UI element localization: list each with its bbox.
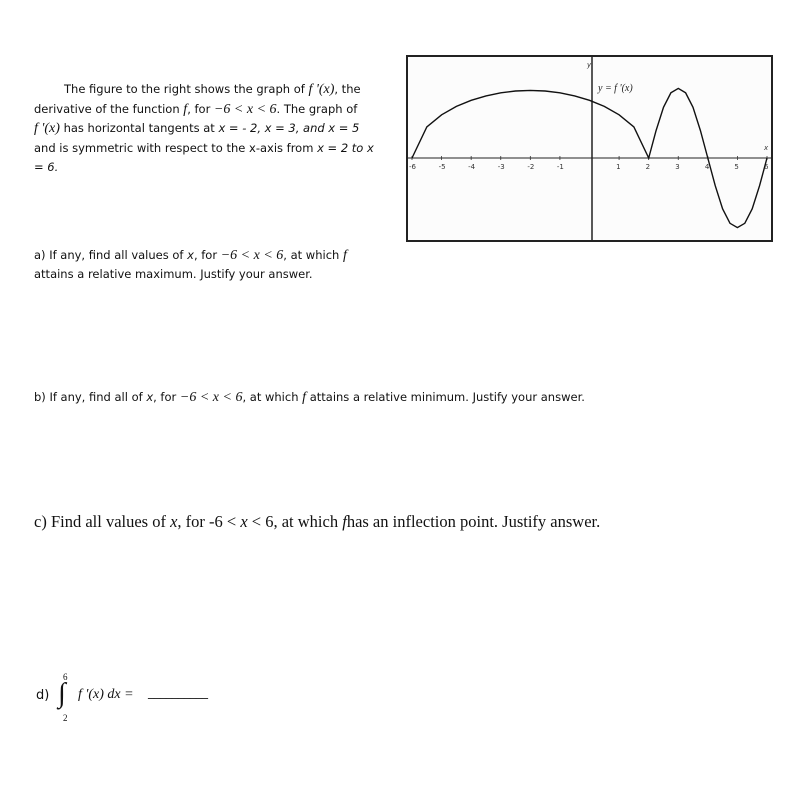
integral-lower-limit: 2 <box>63 713 68 723</box>
tick-label: -2 <box>527 163 535 171</box>
fprime-symbol: f '(x) <box>308 82 335 97</box>
intro-text-6: and is symmetric with respect to the x-axis from <box>34 140 314 155</box>
tick-label: -5 <box>438 163 446 171</box>
symmetry-range: x = 2 to x = 6. <box>34 140 374 174</box>
graph-background <box>408 57 771 240</box>
tick-label: 4 <box>704 163 710 171</box>
question-b-text-4: attains a relative minimum. Justify your answer. <box>309 390 585 404</box>
intro-text-1: The figure to the right shows the graph of <box>64 82 305 96</box>
intro-text-4: . The graph of <box>276 101 358 116</box>
question-c <box>34 512 600 532</box>
x-symbol: x <box>146 390 154 404</box>
tick-label: -3 <box>497 163 505 171</box>
question-b-text-3: , at which <box>242 390 299 404</box>
curve-label: y = f '(x) <box>598 83 633 94</box>
x-symbol: x <box>170 512 178 531</box>
question-d <box>36 672 276 732</box>
f-symbol: f <box>342 248 347 263</box>
tick-label: -4 <box>468 163 476 171</box>
question-c-text-2: , for -6 < <box>177 512 237 531</box>
tick-label: 3 <box>675 163 680 171</box>
f-symbol: f <box>302 390 307 405</box>
intro-text-5: has horizontal tangents at <box>63 121 215 135</box>
f-symbol: f <box>183 101 188 117</box>
tick-label: -6 <box>409 163 416 171</box>
integral-sign-icon: ∫ <box>58 678 66 709</box>
question-a-text: a) If any, find all values of <box>34 248 184 262</box>
tick-label: -1 <box>556 163 564 171</box>
question-c-text: c) Find all values of <box>34 512 166 531</box>
x-symbol: x <box>187 248 194 262</box>
graph-canvas <box>408 57 771 240</box>
f-symbol: f <box>342 512 347 531</box>
interval: −6 < x < 6 <box>213 101 277 117</box>
x-symbol: x <box>240 512 248 531</box>
intro-text-3: , for <box>187 101 211 116</box>
interval: −6 < x < 6 <box>179 390 243 405</box>
tick-label: 1 <box>616 163 621 171</box>
question-b <box>34 388 634 407</box>
y-axis-label: y <box>587 61 592 69</box>
question-a-text-3: , at which <box>283 248 340 262</box>
question-d-label: d) <box>36 688 50 703</box>
question-a-text-2: , for <box>193 248 218 262</box>
tick-label: 5 <box>734 163 739 171</box>
tick-label: 6 <box>764 163 769 171</box>
integral-upper-limit: 6 <box>63 672 68 682</box>
question-a <box>34 246 379 283</box>
question-b-text: b) If any, find all of <box>34 390 143 404</box>
question-a-text-4: attains a relative maximum. Justify your answer. <box>34 267 313 281</box>
tangent-points: x = - 2, x = 3, and x = 5 <box>218 121 360 135</box>
question-b-text-2: , for <box>153 390 177 404</box>
answer-blank[interactable]: __________ <box>148 685 208 699</box>
interval: −6 < x < 6 <box>220 248 284 263</box>
derivative-graph <box>406 55 773 242</box>
fprime-symbol: f '(x) <box>34 121 60 136</box>
intro-text-2: , the derivative of the function <box>34 82 361 116</box>
question-c-text-3: < 6, at which <box>251 512 339 531</box>
intro-paragraph <box>34 80 384 178</box>
integrand: f '(x) dx = <box>78 687 134 702</box>
question-c-text-4: has an inflection point. Justify answer. <box>346 512 601 531</box>
tick-label: 2 <box>645 163 651 171</box>
x-axis-label: x <box>764 144 769 152</box>
